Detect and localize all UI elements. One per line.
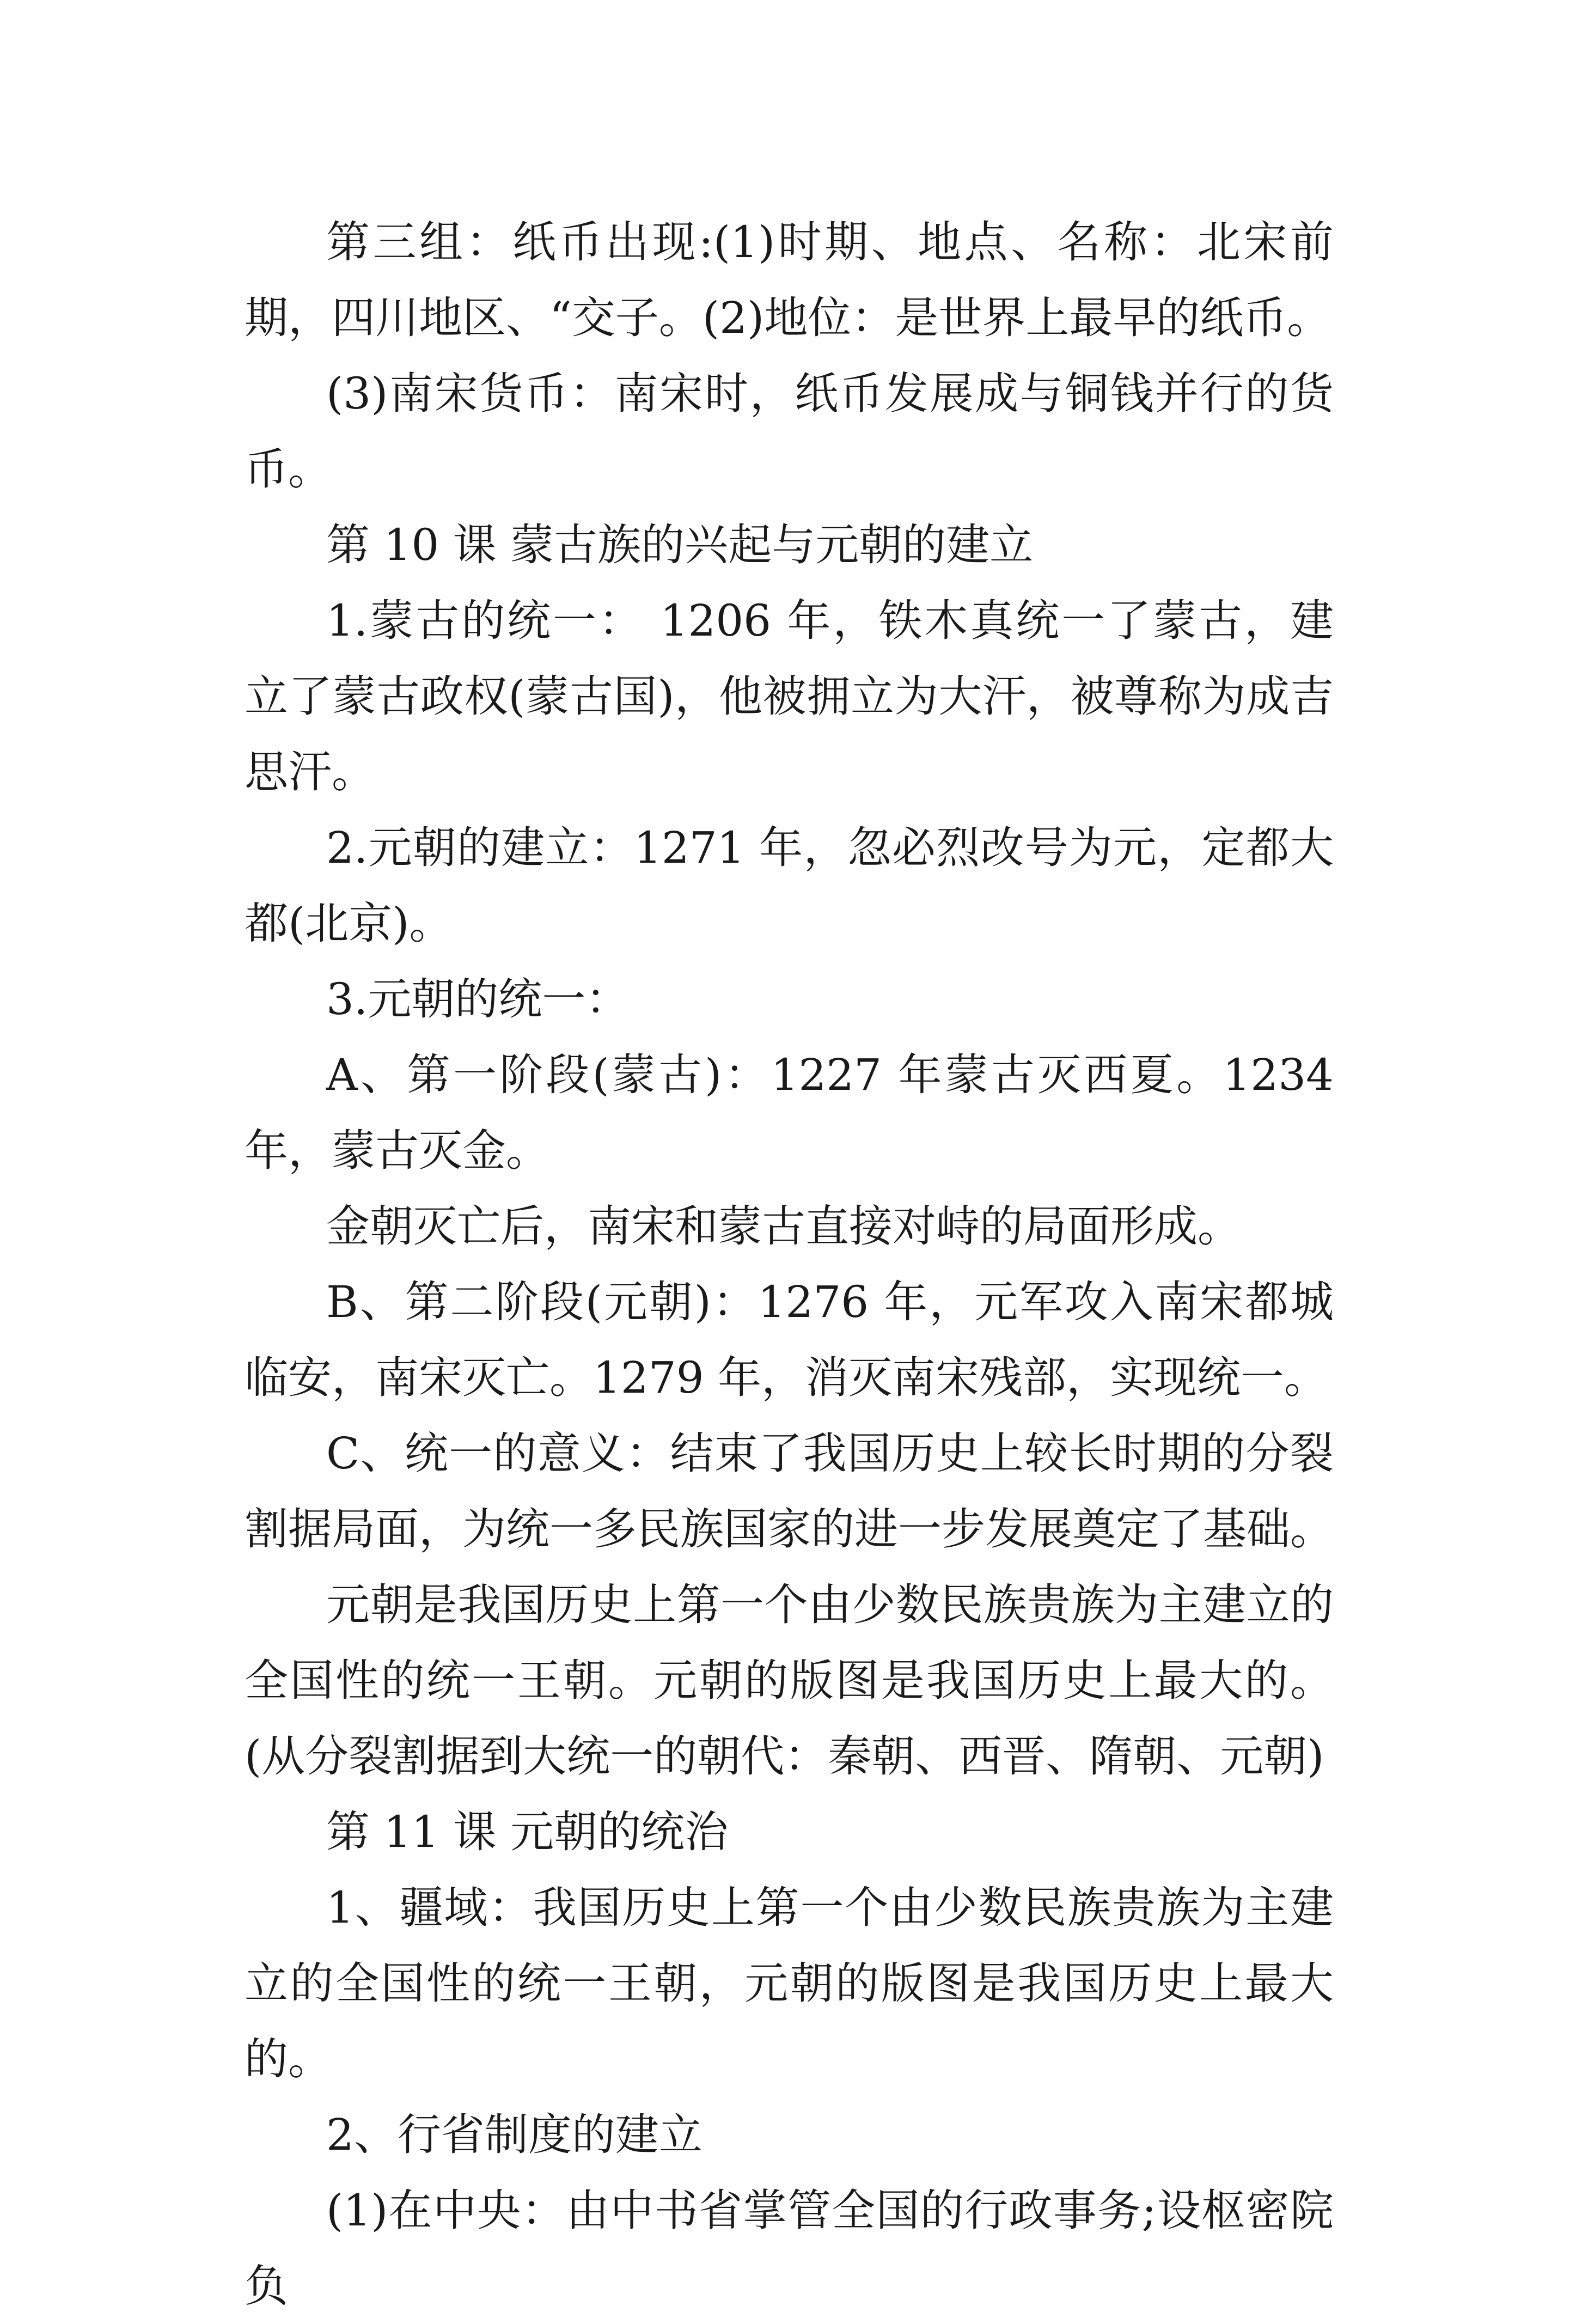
paragraph-yuan-dynasty-summary: 元朝是我国历史上第一个由少数民族贵族为主建立的全国性的统一王朝。元朝的版图是我国历史上最大的。(从分裂割据到大统一的朝代：秦朝、西晋、隋朝、元朝) [245, 1579, 1334, 1782]
paragraph-stage-a: A、第一阶段(蒙古)：1227 年蒙古灭西夏。1234 年，蒙古灭金。 [245, 1050, 1334, 1176]
lesson-11-heading: 第 11 课 元朝的统治 [326, 1807, 729, 1857]
paragraph-yuan-founding: 2.元朝的建立：1271 年，忽必烈改号为元，定都大都(北京)。 [245, 822, 1334, 949]
paragraph-yuan-unification-heading: 3.元朝的统一： [326, 974, 630, 1024]
paragraph-central-government: (1)在中央：由中书省掌管全国的行政事务;设枢密院负 [245, 2185, 1334, 2311]
paragraph-stage-b: B、第二阶段(元朝)：1276 年，元军攻入南宋都城临安，南宋灭亡。1279 年，消灭南宋残部，实现统一。 [245, 1277, 1334, 1403]
paragraph-southern-song-currency: (3)南宋货币：南宋时，纸币发展成与铜钱并行的货币。 [245, 368, 1334, 495]
paragraph-jin-fall: 金朝灭亡后，南宋和蒙古直接对峙的局面形成。 [326, 1201, 1241, 1252]
paragraph-significance: C、统一的意义：结束了我国历史上较长时期的分裂割据局面，为统一多民族国家的进一步发展奠定了基础。 [245, 1428, 1334, 1554]
paragraph-territory: 1、疆域：我国历史上第一个由少数民族贵族为主建立的全国性的统一王朝，元朝的版图是我国历史上最大的。 [245, 1882, 1334, 2084]
paragraph-province-system: 2、行省制度的建立 [326, 2109, 703, 2160]
paragraph-paper-money: 第三组：纸币出现:(1)时期、地点、名称：北宋前期，四川地区、“交子。(2)地位：是世界上最早的纸币。 [245, 217, 1334, 343]
lesson-10-heading: 第 10 课 蒙古族的兴起与元朝的建立 [326, 520, 1034, 570]
document-body [245, 204, 1334, 2324]
paragraph-mongol-unification: 1.蒙古的统一： 1206 年，铁木真统一了蒙古，建立了蒙古政权(蒙古国)，他被拥立为大汗，被尊称为成吉思汗。 [245, 595, 1334, 797]
